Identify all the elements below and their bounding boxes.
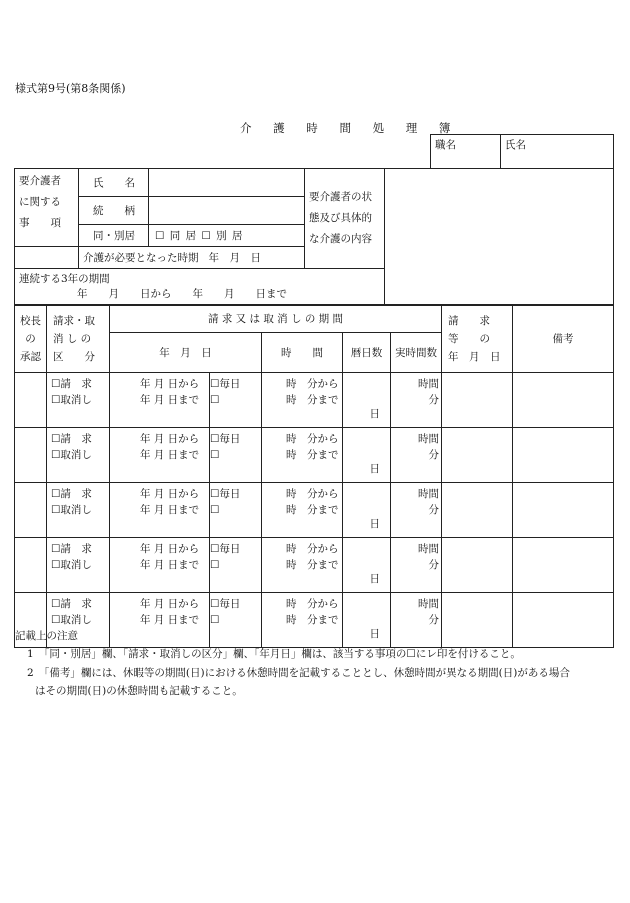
notes (15, 627, 620, 701)
care-condition-label: 要介護者の状 態及び具体的 な介護の内容 (305, 169, 385, 269)
type-cell[interactable] (47, 373, 110, 428)
hour-unit: 時間 (418, 598, 440, 610)
table-row (15, 538, 614, 593)
type-cancel-checkbox[interactable]: ☐取消し (51, 394, 92, 406)
date-cell[interactable] (110, 428, 210, 483)
type-cell[interactable] (47, 428, 110, 483)
time-to: 時 分まで (286, 449, 339, 461)
time-to: 時 分まで (286, 614, 339, 626)
time-to: 時 分まで (286, 394, 339, 406)
time-cell[interactable] (262, 428, 343, 483)
care-section-label: 要介護者 に関する 事 項 (15, 169, 79, 247)
days-cell[interactable] (343, 373, 391, 428)
days-cell[interactable] (343, 428, 391, 483)
hour-unit: 時間 (418, 488, 440, 500)
time-to: 時 分まで (286, 559, 339, 571)
date-to: 年 月 日まで (140, 449, 200, 461)
request-date-cell[interactable] (442, 428, 513, 483)
blank-checkbox[interactable]: ☐ (210, 614, 220, 626)
type-cancel-checkbox[interactable]: ☐取消し (51, 449, 92, 461)
days-cell[interactable] (343, 483, 391, 538)
care-name-field[interactable] (149, 169, 305, 197)
hours-cell[interactable] (391, 483, 442, 538)
hour-unit: 時間 (418, 378, 440, 390)
page-title: 介 護 時 間 処 理 簿 (240, 121, 460, 135)
request-date-header: 請 求 等 の 年 月 日 (442, 305, 513, 373)
name-label: 氏名 (505, 139, 526, 151)
request-date-cell[interactable] (442, 483, 513, 538)
form-number: 様式第9号(第8条関係) (15, 82, 126, 95)
type-request-checkbox[interactable]: ☐請 求 (51, 378, 92, 390)
signature-table (430, 134, 614, 169)
request-date-cell[interactable] (442, 538, 513, 593)
date-to: 年 月 日まで (140, 394, 200, 406)
approval-cell[interactable] (15, 483, 47, 538)
remarks-cell[interactable] (513, 428, 614, 483)
table-row (15, 428, 614, 483)
care-recipient-table (14, 168, 614, 306)
daily-checkbox[interactable]: ☐毎日 (210, 543, 241, 555)
hours-cell[interactable] (391, 538, 442, 593)
minute-unit: 分 (428, 559, 440, 571)
table-row (15, 373, 614, 428)
day-unit: 日 (369, 463, 380, 475)
date-from: 年 月 日から (140, 378, 200, 390)
date-header: 年 月 日 (110, 333, 262, 373)
blank-checkbox[interactable]: ☐ (210, 559, 220, 571)
care-name-label: 氏 名 (79, 169, 149, 197)
time-header: 時 間 (262, 333, 343, 373)
minute-unit: 分 (428, 394, 440, 406)
care-period-label: 連続する3年の期間 (19, 273, 110, 285)
time-cell[interactable] (262, 538, 343, 593)
blank-checkbox[interactable]: ☐ (210, 394, 220, 406)
date-from: 年 月 日から (140, 598, 200, 610)
time-from: 時 分から (286, 433, 339, 445)
daily-checkbox[interactable]: ☐毎日 (210, 488, 241, 500)
type-request-checkbox[interactable]: ☐請 求 (51, 598, 92, 610)
type-cancel-checkbox[interactable]: ☐取消し (51, 504, 92, 516)
days-cell[interactable] (343, 538, 391, 593)
period-table (14, 304, 614, 648)
type-request-checkbox[interactable]: ☐請 求 (51, 433, 92, 445)
care-period[interactable] (15, 269, 385, 306)
day-unit: 日 (369, 573, 380, 585)
post-field[interactable] (431, 135, 501, 169)
period-header: 請 求 又 は 取 消 し の 期 間 (110, 305, 442, 333)
minute-unit: 分 (428, 614, 440, 626)
remarks-cell[interactable] (513, 483, 614, 538)
daily-cell[interactable] (210, 538, 262, 593)
care-need-start-value: 年 月 日 (208, 252, 261, 264)
request-date-cell[interactable] (442, 373, 513, 428)
hours-header: 実時間数 (391, 333, 442, 373)
type-request-checkbox[interactable]: ☐請 求 (51, 543, 92, 555)
type-request-checkbox[interactable]: ☐請 求 (51, 488, 92, 500)
blank-checkbox[interactable]: ☐ (210, 449, 220, 461)
date-to: 年 月 日まで (140, 559, 200, 571)
care-relation-field[interactable] (149, 197, 305, 225)
date-to: 年 月 日まで (140, 614, 200, 626)
hours-cell[interactable] (391, 373, 442, 428)
time-from: 時 分から (286, 378, 339, 390)
daily-checkbox[interactable]: ☐毎日 (210, 433, 241, 445)
time-cell[interactable] (262, 483, 343, 538)
type-header: 請求・取 消 し の 区 分 (47, 305, 110, 373)
daily-cell[interactable] (210, 428, 262, 483)
note-item-1: 1 「同・別居」欄、「請求・取消しの区分」欄、「年月日」欄は、該当する事項の☐にレ印を付けること。 (27, 648, 521, 661)
care-relation-label: 続 柄 (79, 197, 149, 225)
date-from: 年 月 日から (140, 488, 200, 500)
date-cell[interactable] (110, 483, 210, 538)
daily-checkbox[interactable]: ☐毎日 (210, 598, 241, 610)
note-item-2-cont: はその期間(日)の休憩時間も記載すること。 (35, 685, 243, 698)
time-cell[interactable] (262, 373, 343, 428)
daily-checkbox[interactable]: ☐毎日 (210, 378, 241, 390)
remarks-cell[interactable] (513, 373, 614, 428)
days-header: 暦日数 (343, 333, 391, 373)
care-need-start[interactable] (79, 247, 305, 269)
approval-header: 校長 の 承認 (15, 305, 47, 373)
daily-cell[interactable] (210, 373, 262, 428)
hours-cell[interactable] (391, 428, 442, 483)
approval-cell[interactable] (15, 538, 47, 593)
date-cell[interactable] (110, 373, 210, 428)
post-label: 職名 (435, 139, 456, 151)
daily-cell[interactable] (210, 483, 262, 538)
remarks-header: 備考 (513, 305, 614, 373)
hour-unit: 時間 (418, 543, 440, 555)
type-cancel-checkbox[interactable]: ☐取消し (51, 559, 92, 571)
blank-checkbox[interactable]: ☐ (210, 504, 220, 516)
minute-unit: 分 (428, 449, 440, 461)
time-from: 時 分から (286, 543, 339, 555)
care-condition-field[interactable] (385, 169, 614, 306)
hour-unit: 時間 (418, 433, 440, 445)
approval-cell[interactable] (15, 428, 47, 483)
name-field[interactable] (501, 135, 614, 169)
approval-cell[interactable] (15, 373, 47, 428)
day-unit: 日 (369, 628, 380, 640)
date-from: 年 月 日から (140, 433, 200, 445)
date-from: 年 月 日から (140, 543, 200, 555)
notes-heading: 記載上の注意 (15, 630, 78, 642)
remarks-cell[interactable] (513, 538, 614, 593)
day-unit: 日 (369, 408, 380, 420)
care-cohab-label: 同・別居 (79, 225, 149, 247)
date-cell[interactable] (110, 538, 210, 593)
type-cell[interactable] (47, 483, 110, 538)
care-need-start-label: 介護が必要となった時期 (83, 252, 199, 264)
date-to: 年 月 日まで (140, 504, 200, 516)
time-from: 時 分から (286, 598, 339, 610)
care-cohab-options[interactable]: ☐ 同 居 ☐ 別 居 (149, 225, 305, 247)
time-from: 時 分から (286, 488, 339, 500)
table-row (15, 483, 614, 538)
type-cell[interactable] (47, 538, 110, 593)
time-to: 時 分まで (286, 504, 339, 516)
type-cancel-checkbox[interactable]: ☐取消し (51, 614, 92, 626)
minute-unit: 分 (428, 504, 440, 516)
care-period-value: 年 月 日から 年 月 日まで (77, 288, 287, 300)
note-item-2: 2 「備考」欄には、休暇等の期間(日)における休憩時間を記載することとし、休憩時間が異なる期間(日)がある場合 (27, 666, 570, 679)
day-unit: 日 (369, 518, 380, 530)
